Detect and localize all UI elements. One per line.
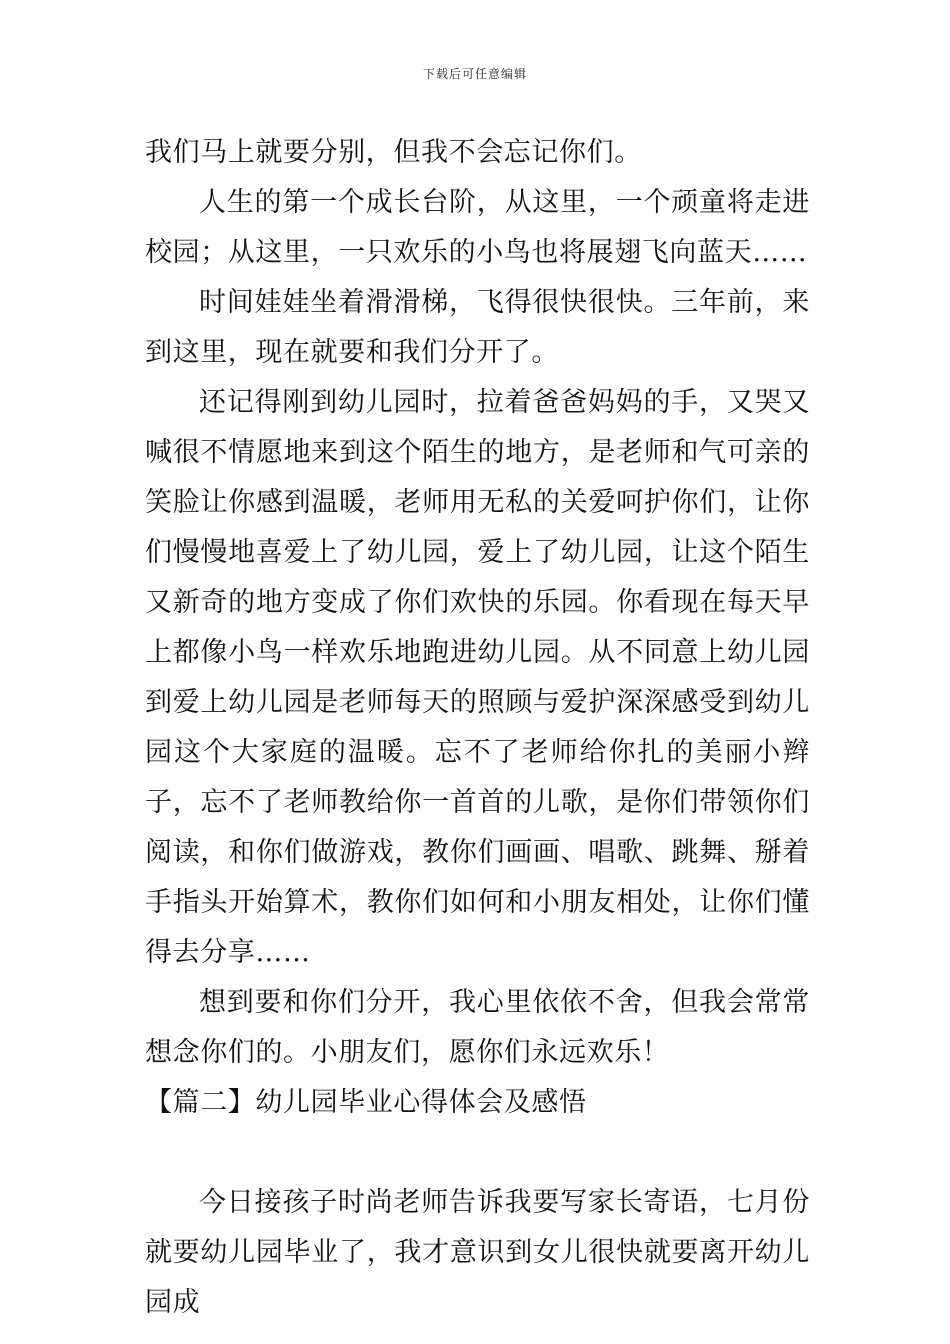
section-spacer bbox=[145, 1128, 810, 1178]
paragraph-2: 人生的第一个成长台阶，从这里，一个顽童将走进校园；从这里，一只欢乐的小鸟也将展翅飞向蓝天…… bbox=[145, 187, 810, 268]
section-heading: 【篇二】幼儿园毕业心得体会及感悟 bbox=[145, 1087, 587, 1118]
paragraph-1: 我们马上就要分别，但我不会忘记你们。 bbox=[145, 137, 642, 168]
page-header-note: 下载后可任意编辑 bbox=[422, 67, 527, 81]
paragraph-4: 还记得刚到幼儿园时，拉着爸爸妈妈的手，又哭又喊很不情愿地来到这个陌生的地方，是老师和气可亲的笑脸让你感到温暖，老师用无私的关爱呵护你们，让你们慢慢地喜爱上了幼儿园，爱上了幼儿园，让这个陌生又新奇的地方变成了你们欢快的乐园。你看现在每天早上都像小鸟一样欢乐地跑进幼儿园。从不同意上幼儿园到爱上幼儿园是老师每天的照顾与爱护深深感受到幼儿园这个大家庭的温暖。忘不了老师给你扎的美丽小辫子，忘不了老师教给你一首首的儿歌，是你们带领你们阅读，和你们做游戏，教你们画画、唱歌、跳舞、掰着手指头开始算术，教你们如何和小朋友相处，让你们懂得去分享…… bbox=[145, 387, 810, 968]
paragraph-5: 想到要和你们分开，我心里依依不舍，但我会常常想念你们的。小朋友们，愿你们永远欢乐！ bbox=[145, 987, 810, 1068]
paragraph-3: 时间娃娃坐着滑滑梯，飞得很快很快。三年前，来到这里，现在就要和我们分开了。 bbox=[145, 287, 810, 368]
section-paragraph-1: 今日接孩子时尚老师告诉我要写家长寄语，七月份就要幼儿园毕业了，我才意识到女儿很快就要离开幼儿园成 bbox=[145, 1187, 810, 1318]
document-body bbox=[145, 128, 810, 1328]
